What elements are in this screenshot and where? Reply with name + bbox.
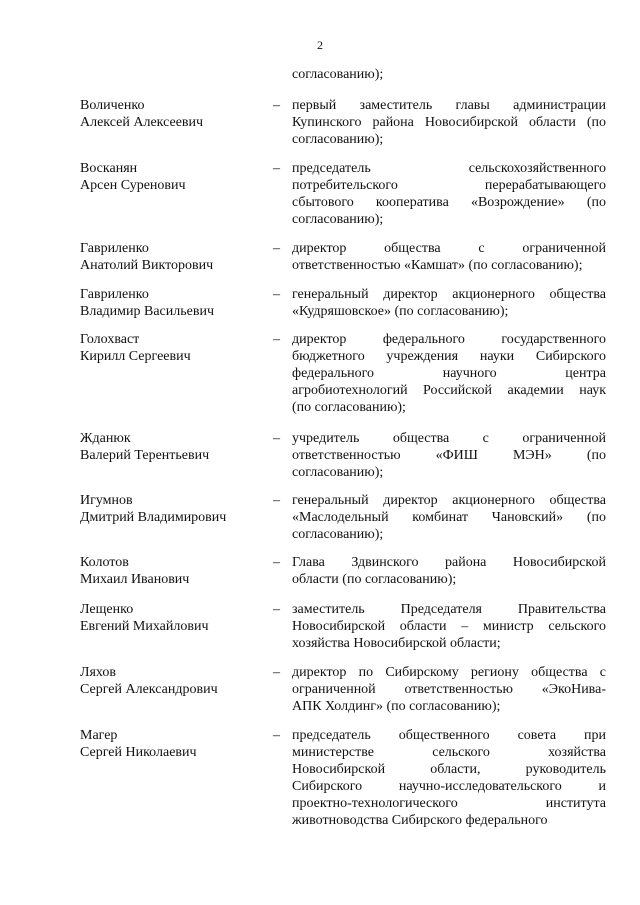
entry-dash: –: [273, 431, 280, 446]
member-surname: Колотов: [80, 555, 129, 570]
position-line: председатель общественного совета при: [292, 728, 606, 743]
position-line: «Маслодельный комбинат Чановский» (по: [292, 510, 606, 525]
member-given-names: Михаил Иванович: [80, 572, 190, 587]
position-line: согласованию);: [292, 465, 384, 480]
member-given-names: Сергей Александрович: [80, 682, 218, 697]
position-line: федерального научного центра: [292, 366, 606, 381]
member-surname: Воличенко: [80, 98, 145, 113]
member-given-names: Анатолий Викторович: [80, 258, 214, 273]
member-name: [80, 601, 265, 635]
position-line: директор по Сибирскому региону общества с: [292, 665, 606, 680]
position-line: Новосибирской области, руководитель: [292, 762, 606, 777]
member-position: [292, 601, 606, 652]
position-line: Купинского района Новосибирской области (по: [292, 115, 606, 130]
position-line: области (по согласованию);: [292, 572, 457, 587]
member-position: [292, 554, 606, 588]
entry-dash: –: [273, 98, 280, 113]
member-name: [80, 554, 265, 588]
entry-dash: –: [273, 161, 280, 176]
member-name: [80, 430, 265, 464]
position-line: Новосибирской области – министр сельского: [292, 619, 606, 634]
member-given-names: Евгений Михайлович: [80, 619, 209, 634]
member-given-names: Кирилл Сергеевич: [80, 349, 191, 364]
position-line: агробиотехнологий Российской академии наук: [292, 383, 606, 398]
member-surname: Игумнов: [80, 493, 133, 508]
member-surname: Восканян: [80, 161, 138, 176]
member-given-names: Сергей Николаевич: [80, 745, 197, 760]
continuation-text: согласованию);: [292, 67, 384, 82]
entry-dash: –: [273, 332, 280, 347]
position-line: (по согласованию);: [292, 400, 406, 415]
member-position: [292, 664, 606, 715]
member-surname: Гавриленко: [80, 287, 149, 302]
member-position: [292, 286, 606, 320]
member-position: [292, 492, 606, 543]
position-line: согласованию);: [292, 527, 384, 542]
position-line: проектно-технологического института: [292, 796, 606, 811]
entry-dash: –: [273, 555, 280, 570]
member-surname: Гавриленко: [80, 241, 149, 256]
position-line: ограниченной ответственностью «ЭкоНива-: [292, 682, 606, 697]
member-position: [292, 331, 606, 416]
position-line: сбытового кооператива «Возрождение» (по: [292, 195, 606, 210]
member-surname: Лещенко: [80, 602, 134, 617]
member-position: [292, 430, 606, 481]
member-given-names: Валерий Терентьевич: [80, 448, 210, 463]
position-line: бюджетного учреждения науки Сибирского: [292, 349, 606, 364]
position-line: согласованию);: [292, 212, 384, 227]
position-line: генеральный директор акционерного общества: [292, 287, 606, 302]
member-name: [80, 492, 265, 526]
position-line: первый заместитель главы администрации: [292, 98, 606, 113]
member-position: [292, 160, 606, 228]
member-surname: Магер: [80, 728, 118, 743]
member-given-names: Арсен Суренович: [80, 178, 186, 193]
entry-dash: –: [273, 287, 280, 302]
entry-dash: –: [273, 602, 280, 617]
member-name: [80, 97, 265, 131]
member-name: [80, 286, 265, 320]
member-surname: Ляхов: [80, 665, 117, 680]
member-surname: Голохваст: [80, 332, 140, 347]
member-position: [292, 97, 606, 148]
position-line: директор федерального государственного: [292, 332, 606, 347]
position-line: заместитель Председателя Правительства: [292, 602, 606, 617]
position-line: Глава Здвинского района Новосибирской: [292, 555, 606, 570]
member-surname: Жданюк: [80, 431, 131, 446]
entry-dash: –: [273, 728, 280, 743]
member-position: [292, 727, 606, 829]
entry-dash: –: [273, 493, 280, 508]
position-line: министерстве сельского хозяйства: [292, 745, 606, 760]
position-line: животноводства Сибирского федерального: [292, 813, 548, 828]
position-line: ответственностью «Камшат» (по согласованию);: [292, 258, 583, 273]
position-line: Сибирского научно-исследовательского и: [292, 779, 606, 794]
entry-dash: –: [273, 665, 280, 680]
position-line: согласованию);: [292, 132, 384, 147]
position-line: потребительского перерабатывающего: [292, 178, 606, 193]
position-line: «Кудряшовское» (по согласованию);: [292, 304, 509, 319]
position-line: учредитель общества с ограниченной: [292, 431, 606, 446]
member-name: [80, 331, 265, 365]
member-given-names: Алексей Алексеевич: [80, 115, 204, 130]
position-line: хозяйства Новосибирской области;: [292, 636, 501, 651]
member-name: [80, 727, 265, 761]
position-line: председатель сельскохозяйственного: [292, 161, 606, 176]
position-line: генеральный директор акционерного общества: [292, 493, 606, 508]
member-name: [80, 664, 265, 698]
position-line: АПК Холдинг» (по согласованию);: [292, 699, 501, 714]
page-number: 2: [317, 38, 323, 52]
member-name: [80, 160, 265, 194]
member-position: [292, 240, 606, 274]
member-given-names: Владимир Васильевич: [80, 304, 214, 319]
entry-dash: –: [273, 241, 280, 256]
position-line: директор общества с ограниченной: [292, 241, 606, 256]
member-given-names: Дмитрий Владимирович: [80, 510, 227, 525]
member-name: [80, 240, 265, 274]
position-line: ответственностью «ФИШ МЭН» (по: [292, 448, 606, 463]
